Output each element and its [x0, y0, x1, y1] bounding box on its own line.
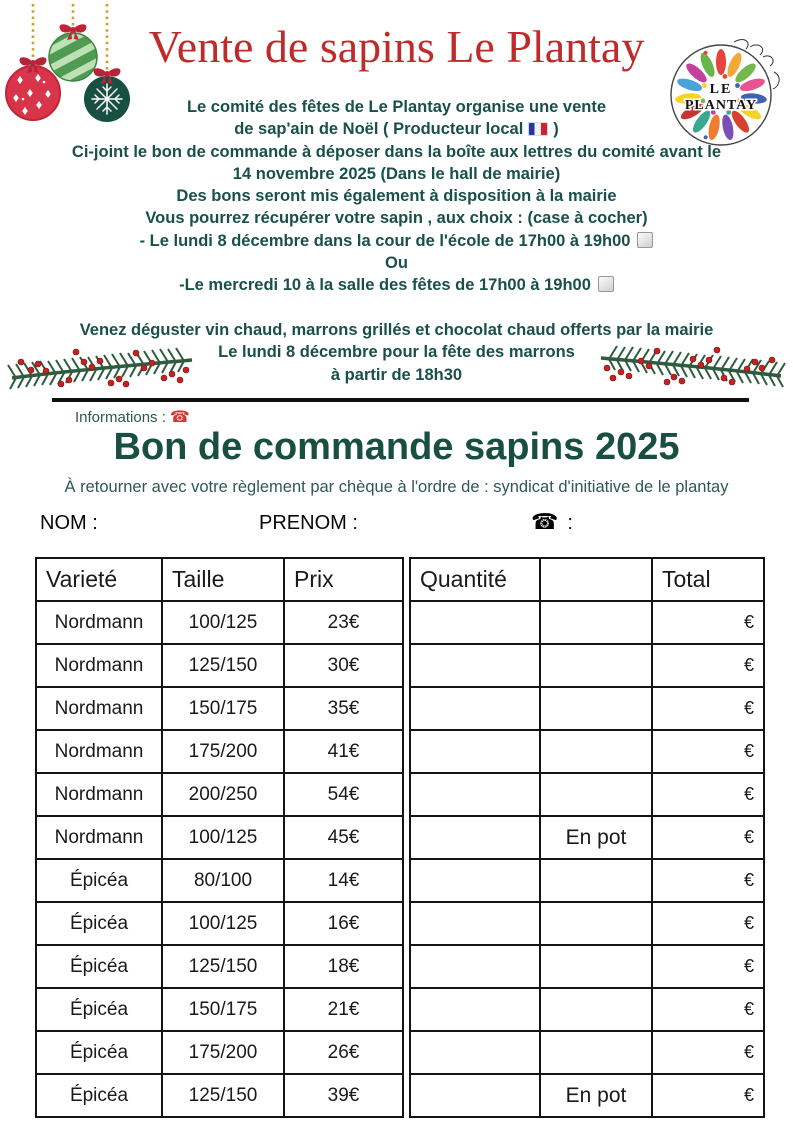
cell-note [540, 1031, 652, 1074]
cell-variete: Nordmann [36, 601, 162, 644]
checkbox-ecole-icon[interactable] [637, 232, 653, 248]
cell-quantite [410, 859, 540, 902]
table-row [410, 773, 764, 816]
table-row [36, 988, 403, 1031]
cell-variete: Nordmann [36, 730, 162, 773]
logo-text-plantay: PLANTAY [684, 98, 758, 113]
cell-variete: Épicéa [36, 1031, 162, 1074]
header-total: Total [652, 558, 764, 601]
table-row [410, 945, 764, 988]
header-quantite: Quantité [410, 558, 540, 601]
cell-note: En pot [540, 816, 652, 859]
cell-quantite [410, 816, 540, 859]
cell-prix: 23€ [284, 601, 403, 644]
cell-taille: 80/100 [162, 859, 284, 902]
table-row [36, 816, 403, 859]
order-table [35, 557, 765, 1118]
cell-total: € [652, 644, 764, 687]
festivity-line-3: à partir de 18h30 [330, 365, 463, 384]
cell-total: € [652, 1031, 764, 1074]
cell-taille: 100/125 [162, 601, 284, 644]
cell-total: € [652, 816, 764, 859]
intro-paragraph [0, 96, 793, 297]
table-row [36, 859, 403, 902]
table-row [36, 601, 403, 644]
cell-prix: 26€ [284, 1031, 403, 1074]
order-table-right [409, 557, 765, 1118]
header-variete: Varieté [36, 558, 162, 601]
cell-note [540, 687, 652, 730]
cell-note [540, 601, 652, 644]
cell-total: € [652, 730, 764, 773]
cell-total: € [652, 945, 764, 988]
cell-taille: 100/125 [162, 902, 284, 945]
cell-total: € [652, 902, 764, 945]
pine-branch-left-icon [6, 340, 196, 398]
intro-line-9: -Le mercredi 10 à la salle des fêtes de 17h00 à 19h00 [0, 274, 793, 296]
cell-note: En pot [540, 1074, 652, 1117]
prenom-label: PRENOM : [259, 512, 358, 534]
cell-note [540, 859, 652, 902]
cell-quantite [410, 601, 540, 644]
table-row [36, 1031, 403, 1074]
order-form-heading: Bon de commande sapins 2025 [113, 426, 680, 468]
cell-quantite [410, 644, 540, 687]
cell-prix: 21€ [284, 988, 403, 1031]
cell-variete: Épicéa [36, 988, 162, 1031]
pine-branch-right-icon [597, 338, 787, 396]
cell-note [540, 902, 652, 945]
cell-total: € [652, 1074, 764, 1117]
cell-taille: 125/150 [162, 1074, 284, 1117]
cell-variete: Nordmann [36, 644, 162, 687]
cell-note [540, 644, 652, 687]
intro-line-8: Ou [385, 254, 408, 273]
table-header-row [36, 558, 403, 601]
cell-variete: Nordmann [36, 687, 162, 730]
table-header-row [410, 558, 764, 601]
table-row [410, 601, 764, 644]
cell-variete: Nordmann [36, 773, 162, 816]
cell-note [540, 988, 652, 1031]
table-row [410, 1074, 764, 1117]
intro-line-4: 14 novembre 2025 (Dans le hall de mairie) [232, 164, 561, 183]
table-row [410, 730, 764, 773]
cell-taille: 200/250 [162, 773, 284, 816]
intro-line-1: Le comité des fêtes de Le Plantay organise une vente [186, 98, 607, 116]
festivity-line-1: Venez déguster vin chaud, marrons grillés et chocolat chaud offerts par la mairie [79, 321, 714, 339]
cell-total: € [652, 601, 764, 644]
cell-variete: Épicéa [36, 859, 162, 902]
table-row [36, 687, 403, 730]
cell-prix: 14€ [284, 859, 403, 902]
cell-variete: Épicéa [36, 1074, 162, 1117]
cell-quantite [410, 773, 540, 816]
cell-prix: 45€ [284, 816, 403, 859]
cell-quantite [410, 730, 540, 773]
cell-quantite [410, 945, 540, 988]
phone-label: ☎ : [531, 509, 573, 534]
cell-note [540, 730, 652, 773]
table-row [36, 644, 403, 687]
cell-taille: 125/150 [162, 945, 284, 988]
cell-total: € [652, 773, 764, 816]
header-prix: Prix [284, 558, 403, 601]
table-row [410, 1031, 764, 1074]
intro-line-7: - Le lundi 8 décembre dans la cour de l'école de 17h00 à 19h00 [0, 230, 793, 252]
table-row [410, 902, 764, 945]
table-row [36, 902, 403, 945]
informations-line: Informations : ☎ [75, 409, 190, 426]
cell-note [540, 945, 652, 988]
order-table-left [35, 557, 404, 1118]
table-row [410, 988, 764, 1031]
cell-quantite [410, 902, 540, 945]
cell-prix: 18€ [284, 945, 403, 988]
cell-note [540, 773, 652, 816]
cell-prix: 30€ [284, 644, 403, 687]
cell-taille: 150/175 [162, 988, 284, 1031]
intro-line-3: Ci-joint le bon de commande à déposer dans la boîte aux lettres du comité avant le [71, 142, 722, 161]
cell-taille: 100/125 [162, 816, 284, 859]
table-row [36, 730, 403, 773]
nom-label: NOM : [40, 512, 98, 534]
header-taille: Taille [162, 558, 284, 601]
table-row [410, 687, 764, 730]
cell-total: € [652, 988, 764, 1031]
table-row [36, 773, 403, 816]
cell-quantite [410, 687, 540, 730]
intro-line-5: Des bons seront mis également à disposition à la mairie [176, 187, 617, 206]
cell-prix: 39€ [284, 1074, 403, 1117]
cell-variete: Épicéa [36, 902, 162, 945]
telephone-icon: ☎ [531, 509, 559, 534]
table-row [36, 945, 403, 988]
cell-quantite [410, 1074, 540, 1117]
order-form-subheading: À retourner avec votre règlement par chèque à l'ordre de : syndicat d'initiative de le plantay [64, 478, 729, 496]
cell-taille: 125/150 [162, 644, 284, 687]
cell-taille: 175/200 [162, 730, 284, 773]
cell-total: € [652, 687, 764, 730]
red-telephone-icon: ☎ [169, 409, 190, 426]
cell-quantite [410, 1031, 540, 1074]
cell-prix: 16€ [284, 902, 403, 945]
table-row [36, 1074, 403, 1117]
checkbox-salle-icon[interactable] [598, 276, 614, 292]
cell-variete: Épicéa [36, 945, 162, 988]
cell-prix: 41€ [284, 730, 403, 773]
cell-variete: Nordmann [36, 816, 162, 859]
cell-prix: 54€ [284, 773, 403, 816]
table-row [410, 859, 764, 902]
cell-total: € [652, 859, 764, 902]
festivity-line-2: Le lundi 8 décembre pour la fête des marrons [218, 343, 575, 362]
cell-taille: 175/200 [162, 1031, 284, 1074]
cell-prix: 35€ [284, 687, 403, 730]
table-row [410, 816, 764, 859]
intro-line-6: Vous pourrez récupérer votre sapin , aux choix : (case à cocher) [145, 209, 648, 228]
logo-text-le: LE [709, 82, 733, 97]
page-title: Vente de sapins Le Plantay [148, 21, 645, 72]
header-blank [540, 558, 652, 601]
intro-line-2: de sap'ain de Noël ( Producteur local ) [234, 120, 559, 139]
cell-taille: 150/175 [162, 687, 284, 730]
cell-quantite [410, 988, 540, 1031]
table-row [410, 644, 764, 687]
france-flag-icon [528, 122, 548, 136]
section-divider [52, 398, 749, 402]
